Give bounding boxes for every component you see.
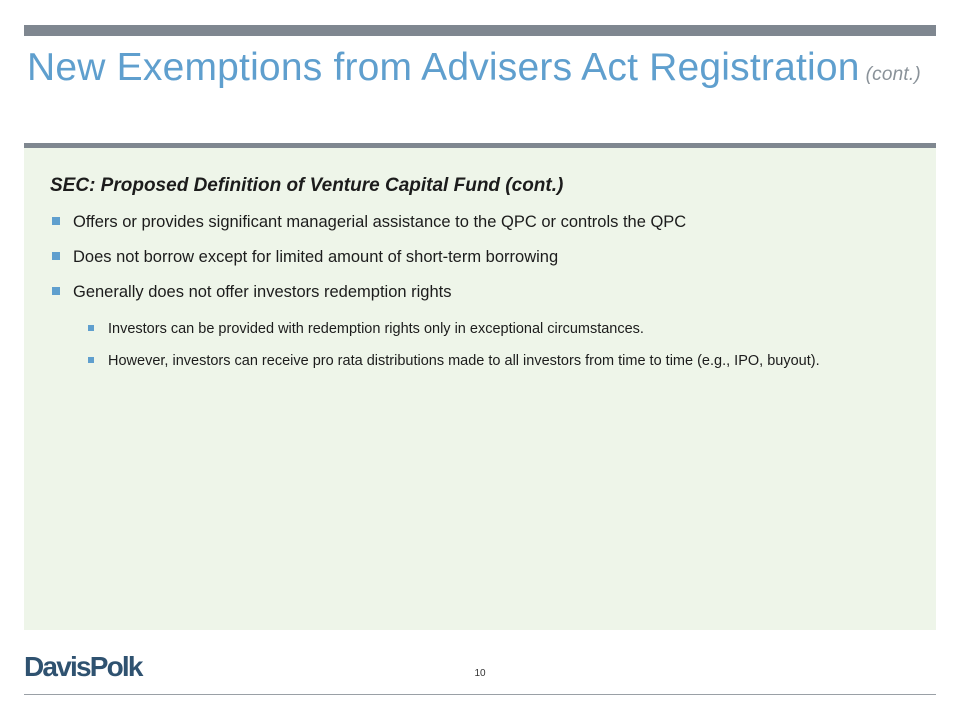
sub-bullet-item bbox=[74, 319, 908, 339]
bullet-item bbox=[48, 247, 908, 267]
slide-title bbox=[27, 46, 921, 90]
slide-title-suffix: (cont.) bbox=[865, 64, 921, 85]
bullet-text: Generally does not offer investors redemption rights bbox=[73, 283, 452, 301]
bullet-text: Does not borrow except for limited amount of short-term borrowing bbox=[73, 248, 559, 266]
page-number: 10 bbox=[474, 668, 486, 679]
sub-bullet-list bbox=[73, 319, 908, 371]
sub-bullet-text: However, investors can receive pro rata distributions made to all investors from time to time (e.g., IPO, buyout). bbox=[108, 353, 820, 369]
bullet-item bbox=[48, 282, 908, 371]
section-heading: SEC: Proposed Definition of Venture Capital Fund (cont.) bbox=[50, 175, 564, 196]
davis-polk-logo: DavisPolk bbox=[24, 651, 142, 682]
top-divider-bar bbox=[24, 25, 936, 36]
bullet-item bbox=[48, 212, 908, 232]
slide-title-text: New Exemptions from Advisers Act Registration bbox=[27, 46, 860, 89]
content-panel bbox=[24, 143, 936, 630]
bullet-list bbox=[48, 212, 908, 386]
footer-divider bbox=[24, 694, 936, 695]
bullet-text: Offers or provides significant managerial assistance to the QPC or controls the QPC bbox=[73, 213, 687, 231]
sub-bullet-item bbox=[74, 351, 908, 371]
sub-bullet-text: Investors can be provided with redemption rights only in exceptional circumstances. bbox=[108, 321, 644, 337]
